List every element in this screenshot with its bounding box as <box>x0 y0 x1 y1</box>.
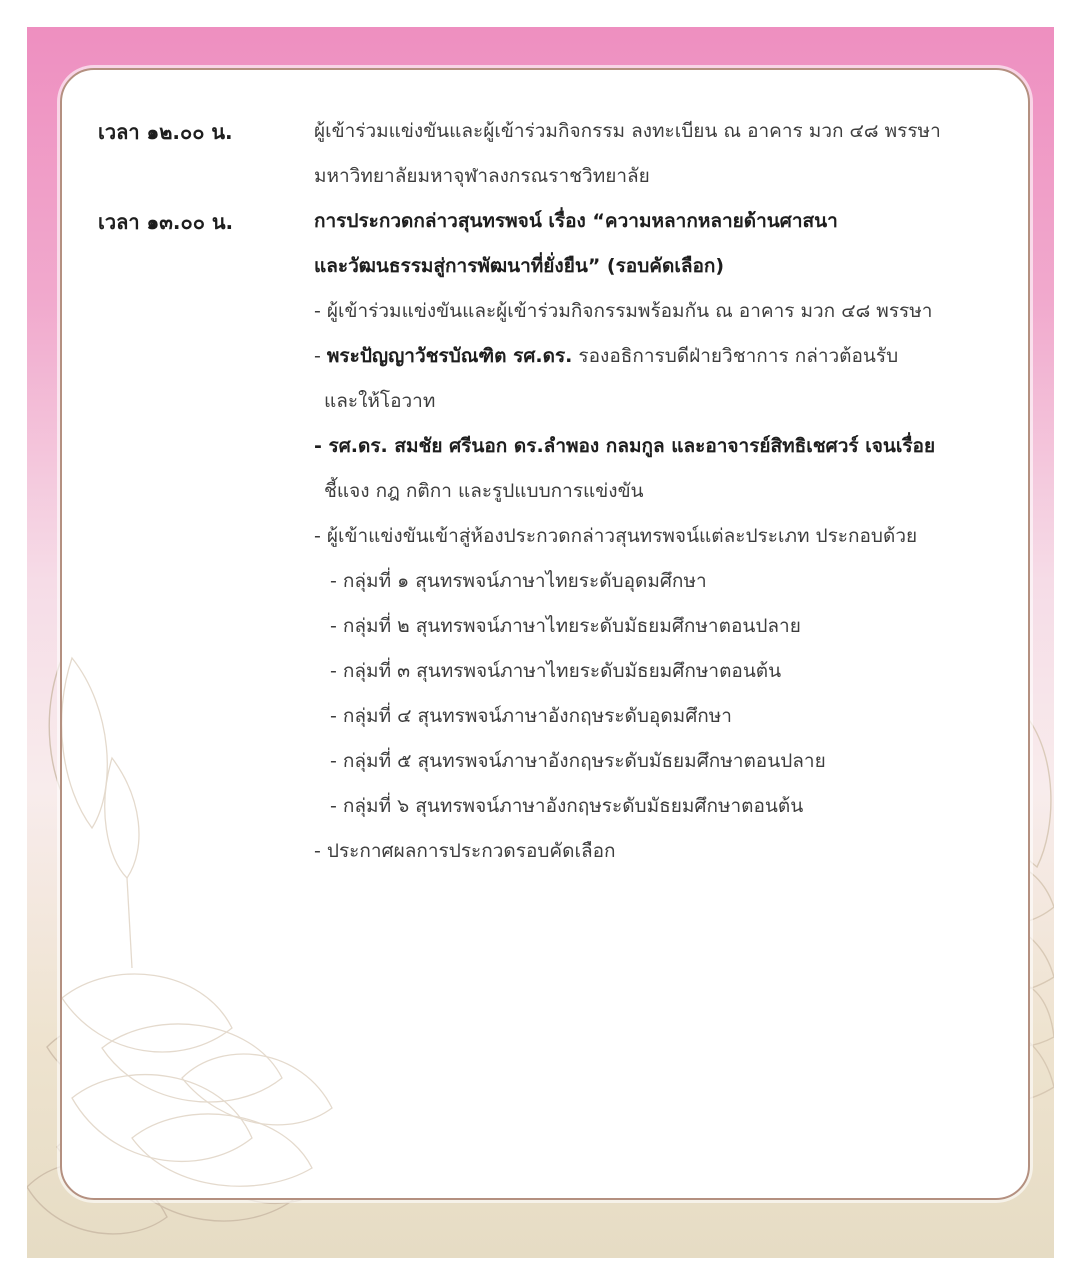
bullet: - <box>314 345 327 367</box>
list-item: - รศ.ดร. สมชัย ศรีนอก ดร.ลำพอง กลมกูล และอาจารย์สิทธิเชศวร์ เจนเรื่อย <box>314 435 936 457</box>
group-item: - กลุ่มที่ ๑ สุนทรพจน์ภาษาไทยระดับอุดมศึกษา <box>330 570 707 592</box>
list-item-continuation: ชี้แจง กฎ กติกา และรูปแบบการแข่งขัน <box>324 480 644 502</box>
time-label: เวลา ๑๓.๐๐ น. <box>98 210 234 234</box>
list-item: - ผู้เข้าร่วมแข่งขันและผู้เข้าร่วมกิจกรรมพร้อมกัน ณ อาคาร มวก ๔๘ พรรษา <box>314 300 933 322</box>
schedule-text: ผู้เข้าร่วมแข่งขันและผู้เข้าร่วมกิจกรรม ลงทะเบียน ณ อาคาร มวก ๔๘ พรรษา <box>314 120 941 142</box>
time-label: เวลา ๑๒.๐๐ น. <box>98 120 233 144</box>
group-item: - กลุ่มที่ ๖ สุนทรพจน์ภาษาอังกฤษระดับมัธยมศึกษาตอนต้น <box>330 795 804 817</box>
schedule-card <box>60 68 1030 1200</box>
list-item: - ผู้เข้าแข่งขันเข้าสู่ห้องประกวดกล่าวสุนทรพจน์แต่ละประเภท ประกอบด้วย <box>314 525 918 547</box>
speaker-name: พระปัญญาวัชรบัณฑิต รศ.ดร. <box>326 345 573 367</box>
card-decoration <box>62 638 392 1198</box>
group-item: - กลุ่มที่ ๓ สุนทรพจน์ภาษาไทยระดับมัธยมศึกษาตอนต้น <box>330 660 782 682</box>
group-item: - กลุ่มที่ ๕ สุนทรพจน์ภาษาอังกฤษระดับมัธยมศึกษาตอนปลาย <box>330 750 826 772</box>
speaker-role: รองอธิการบดีฝ่ายวิชาการ กล่าวต้อนรับ <box>572 345 899 367</box>
list-item: - ประกาศผลการประกวดรอบคัดเลือก <box>314 840 616 862</box>
list-item-continuation: และให้โอวาท <box>324 390 436 412</box>
schedule-text: มหาวิทยาลัยมหาจุฬาลงกรณราชวิทยาลัย <box>314 165 650 187</box>
group-item: - กลุ่มที่ ๔ สุนทรพจน์ภาษาอังกฤษระดับอุดมศึกษา <box>330 705 732 727</box>
event-title: การประกวดกล่าวสุนทรพจน์ เรื่อง “ความหลากหลายด้านศาสนา <box>314 210 838 232</box>
event-title: และวัฒนธรรมสู่การพัฒนาที่ยั่งยืน” (รอบคัดเลือก) <box>314 255 725 277</box>
list-item <box>314 341 898 371</box>
group-item: - กลุ่มที่ ๒ สุนทรพจน์ภาษาไทยระดับมัธยมศึกษาตอนปลาย <box>330 615 801 637</box>
lotus-watermark-icon <box>62 638 392 1198</box>
